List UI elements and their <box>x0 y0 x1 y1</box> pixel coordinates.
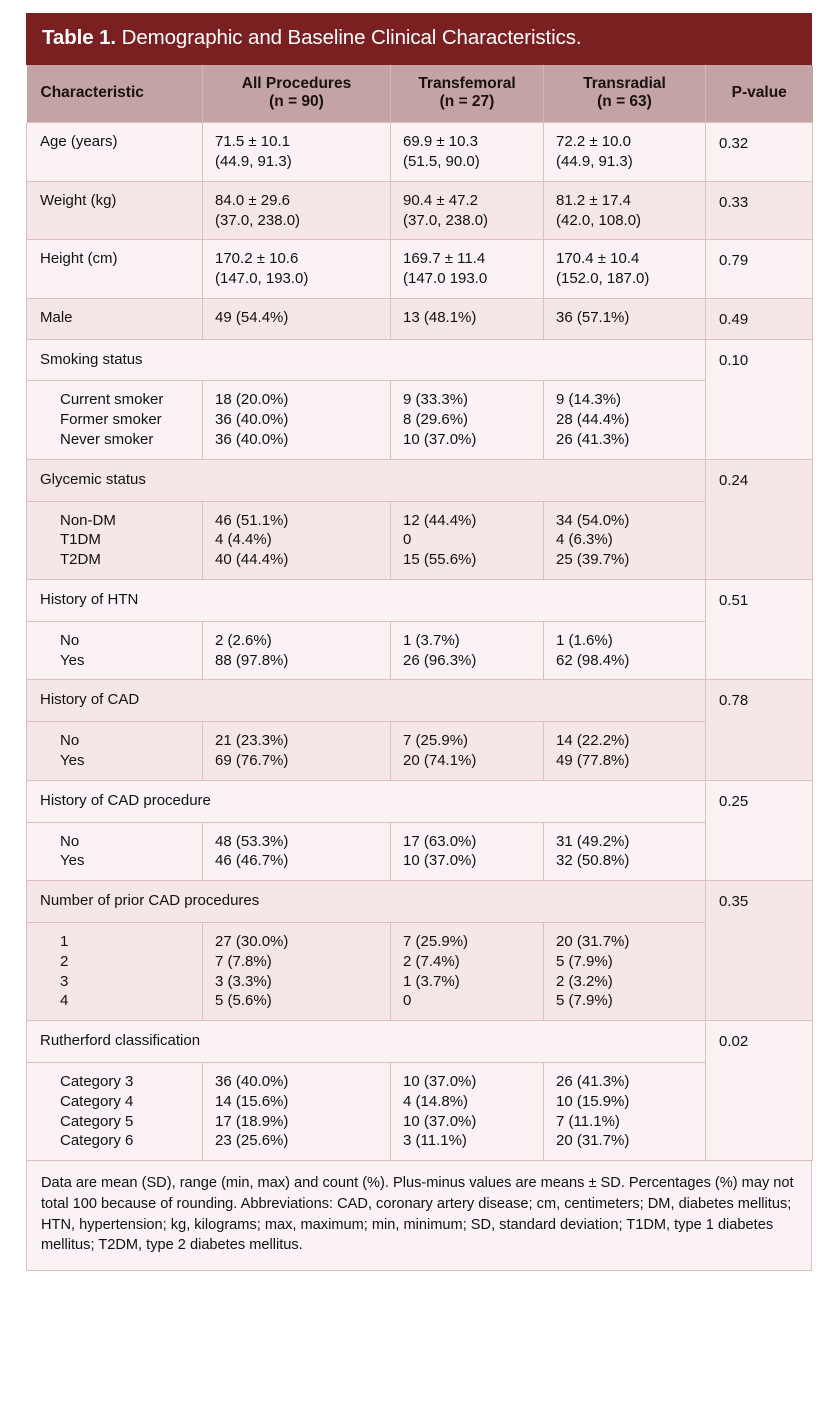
cell-transradial: 1 (1.6%) 62 (98.4%) <box>544 621 706 680</box>
section-data-row <box>27 722 813 781</box>
cell-all-procedures: 36 (40.0%) 14 (15.6%) 17 (18.9%) 23 (25.6%) <box>203 1063 391 1161</box>
section-data-row <box>27 501 813 579</box>
section-heading: Number of prior CAD procedures <box>27 881 706 923</box>
row-label: 1 2 3 4 <box>27 923 203 1021</box>
row-label: Current smoker Former smoker Never smoker <box>27 381 203 459</box>
section-heading: History of HTN <box>27 580 706 622</box>
table-row <box>27 298 813 339</box>
cell-all-procedures: 49 (54.4%) <box>203 298 391 339</box>
row-label: Age (years) <box>27 123 203 182</box>
section-heading: Rutherford classification <box>27 1021 706 1063</box>
row-label: Height (cm) <box>27 240 203 299</box>
cell-transradial: 36 (57.1%) <box>544 298 706 339</box>
cell-all-procedures: 48 (53.3%) 46 (46.7%) <box>203 822 391 881</box>
cell-all-procedures: 2 (2.6%) 88 (97.8%) <box>203 621 391 680</box>
cell-transfemoral: 69.9 ± 10.3 (51.5, 90.0) <box>391 123 544 182</box>
cell-p-value: 0.33 <box>706 181 813 240</box>
cell-transfemoral: 7 (25.9%) 20 (74.1%) <box>391 722 544 781</box>
cell-p-value: 0.49 <box>706 298 813 339</box>
cell-transfemoral: 1 (3.7%) 26 (96.3%) <box>391 621 544 680</box>
cell-transradial: 34 (54.0%) 4 (6.3%) 25 (39.7%) <box>544 501 706 579</box>
table-header <box>27 65 813 123</box>
cell-all-procedures: 84.0 ± 29.6 (37.0, 238.0) <box>203 181 391 240</box>
cell-p-value: 0.25 <box>706 780 813 880</box>
cell-p-value: 0.78 <box>706 680 813 780</box>
table-number: Table 1. <box>42 26 117 49</box>
section-heading-row <box>27 459 813 501</box>
section-data-row <box>27 923 813 1021</box>
cell-p-value: 0.35 <box>706 881 813 1021</box>
cell-p-value: 0.24 <box>706 459 813 579</box>
cell-all-procedures: 46 (51.1%) 4 (4.4%) 40 (44.4%) <box>203 501 391 579</box>
cell-transfemoral: 9 (33.3%) 8 (29.6%) 10 (37.0%) <box>391 381 544 459</box>
cell-transfemoral: 90.4 ± 47.2 (37.0, 238.0) <box>391 181 544 240</box>
cell-transradial: 31 (49.2%) 32 (50.8%) <box>544 822 706 881</box>
row-label: Category 3 Category 4 Category 5 Category 6 <box>27 1063 203 1161</box>
cell-transradial: 26 (41.3%) 10 (15.9%) 7 (11.1%) 20 (31.7%) <box>544 1063 706 1161</box>
characteristics-table <box>26 65 813 1162</box>
table-container <box>26 13 812 1271</box>
cell-p-value: 0.79 <box>706 240 813 299</box>
column-header-all-procedures: All Procedures (n = 90) <box>203 65 391 123</box>
header-row <box>27 65 813 123</box>
row-label: No Yes <box>27 722 203 781</box>
cell-transradial: 170.4 ± 10.4 (152.0, 187.0) <box>544 240 706 299</box>
section-heading-row <box>27 780 813 822</box>
cell-transradial: 14 (22.2%) 49 (77.8%) <box>544 722 706 781</box>
row-label: No Yes <box>27 621 203 680</box>
table-title-bar <box>26 13 812 65</box>
cell-all-procedures: 170.2 ± 10.6 (147.0, 193.0) <box>203 240 391 299</box>
cell-p-value: 0.02 <box>706 1021 813 1161</box>
cell-transfemoral: 7 (25.9%) 2 (7.4%) 1 (3.7%) 0 <box>391 923 544 1021</box>
section-heading-row <box>27 881 813 923</box>
cell-transfemoral: 10 (37.0%) 4 (14.8%) 10 (37.0%) 3 (11.1%) <box>391 1063 544 1161</box>
row-label: No Yes <box>27 822 203 881</box>
cell-transradial: 72.2 ± 10.0 (44.9, 91.3) <box>544 123 706 182</box>
section-heading: Smoking status <box>27 339 706 381</box>
cell-p-value: 0.51 <box>706 580 813 680</box>
section-heading-row <box>27 1021 813 1063</box>
section-data-row <box>27 822 813 881</box>
row-label: Weight (kg) <box>27 181 203 240</box>
section-heading-row <box>27 680 813 722</box>
cell-transradial: 9 (14.3%) 28 (44.4%) 26 (41.3%) <box>544 381 706 459</box>
section-data-row <box>27 1063 813 1161</box>
cell-p-value: 0.32 <box>706 123 813 182</box>
section-heading-row <box>27 580 813 622</box>
cell-transfemoral: 169.7 ± 11.4 (147.0 193.0 <box>391 240 544 299</box>
cell-all-procedures: 21 (23.3%) 69 (76.7%) <box>203 722 391 781</box>
cell-all-procedures: 18 (20.0%) 36 (40.0%) 36 (40.0%) <box>203 381 391 459</box>
column-header-p-value: P-value <box>706 65 813 123</box>
column-header-transradial: Transradial (n = 63) <box>544 65 706 123</box>
table-footnote: Data are mean (SD), range (min, max) and count (%). Plus-minus values are means ± SD. Percentages (%) may not total 100 because of rounding. Abbreviations: CAD, coronary artery disease; cm, centimeters; DM, diabetes mellitus; HTN, hypertension; kg, kilograms; max, maximum; min, minimum; SD, standard deviation; T1DM, type 1 diabetes mellitus; T2DM, type 2 diabetes mellitus. <box>26 1161 812 1271</box>
row-label: Male <box>27 298 203 339</box>
page-title: Demographic and Baseline Clinical Characteristics. <box>121 26 582 49</box>
cell-all-procedures: 71.5 ± 10.1 (44.9, 91.3) <box>203 123 391 182</box>
section-data-row <box>27 381 813 459</box>
table-row <box>27 181 813 240</box>
section-data-row <box>27 621 813 680</box>
column-header-characteristic: Characteristic <box>27 65 203 123</box>
cell-transradial: 81.2 ± 17.4 (42.0, 108.0) <box>544 181 706 240</box>
column-header-transfemoral: Transfemoral (n = 27) <box>391 65 544 123</box>
table-body <box>27 123 813 1161</box>
cell-all-procedures: 27 (30.0%) 7 (7.8%) 3 (3.3%) 5 (5.6%) <box>203 923 391 1021</box>
table-row <box>27 123 813 182</box>
cell-transfemoral: 13 (48.1%) <box>391 298 544 339</box>
cell-transradial: 20 (31.7%) 5 (7.9%) 2 (3.2%) 5 (7.9%) <box>544 923 706 1021</box>
section-heading: History of CAD procedure <box>27 780 706 822</box>
row-label: Non-DM T1DM T2DM <box>27 501 203 579</box>
section-heading: History of CAD <box>27 680 706 722</box>
cell-transfemoral: 12 (44.4%) 0 15 (55.6%) <box>391 501 544 579</box>
section-heading-row <box>27 339 813 381</box>
cell-transfemoral: 17 (63.0%) 10 (37.0%) <box>391 822 544 881</box>
table-row <box>27 240 813 299</box>
cell-p-value: 0.10 <box>706 339 813 459</box>
section-heading: Glycemic status <box>27 459 706 501</box>
